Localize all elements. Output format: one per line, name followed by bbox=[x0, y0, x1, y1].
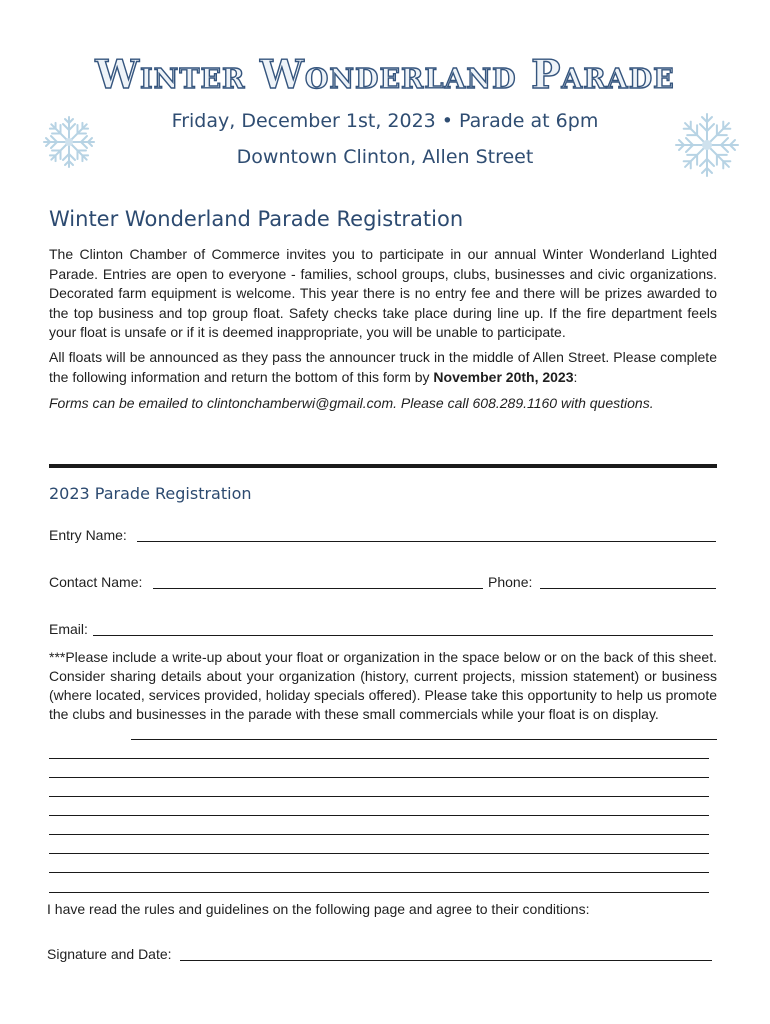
writeup-line[interactable] bbox=[49, 758, 709, 759]
contact-name-field[interactable] bbox=[153, 588, 483, 589]
agreement-text: I have read the rules and guidelines on the following page and agree to their conditions: bbox=[47, 901, 590, 917]
writeup-line[interactable] bbox=[49, 777, 709, 778]
contact-name-label: Contact Name: bbox=[49, 574, 143, 590]
event-location-line: Downtown Clinton, Allen Street bbox=[236, 146, 534, 168]
writeup-line[interactable] bbox=[49, 796, 709, 797]
entry-name-field[interactable] bbox=[137, 541, 716, 542]
phone-label: Phone: bbox=[488, 574, 533, 590]
writeup-line[interactable] bbox=[49, 834, 709, 835]
signature-label: Signature and Date: bbox=[47, 946, 172, 962]
writeup-line[interactable] bbox=[49, 853, 709, 854]
writeup-line[interactable] bbox=[49, 892, 709, 893]
page-title: Winter Wonderland Parade bbox=[95, 52, 675, 98]
signature-field[interactable] bbox=[180, 960, 712, 961]
deadline-paragraph bbox=[49, 348, 717, 387]
writeup-instructions: ***Please include a write-up about your float or organization in the space below or on the back of this sheet. Consider sharing details about your organization (history, current projects, mission statement) or business (where located, services provided, holiday specials offered). Please take this opportunity to help us promote the clubs and businesses in the parade with these small commercials while your float is on display. bbox=[49, 649, 717, 722]
form-heading: 2023 Parade Registration bbox=[49, 484, 252, 503]
deadline-colon: : bbox=[573, 368, 578, 385]
intro-paragraph: The Clinton Chamber of Commerce invites you to participate in our annual Winter Wonderland Lighted Parade. Entries are open to everyone - families, school groups, clubs, businesses and civic organizations. Decorated farm equipment is welcome. This year there is no entry fee and there will be prizes awarded to the top business and top group float. Safety checks take place during line up. If the fire department feels your float is unsafe or if it is deemed inappropriate, you will be unable to participate. bbox=[49, 246, 717, 340]
email-label: Email: bbox=[49, 621, 88, 637]
snowflake-icon bbox=[672, 110, 742, 180]
registration-heading: Winter Wonderland Parade Registration bbox=[49, 207, 464, 231]
section-divider bbox=[49, 464, 717, 468]
writeup-line[interactable] bbox=[131, 739, 717, 740]
email-field[interactable] bbox=[93, 635, 713, 636]
writeup-line[interactable] bbox=[49, 872, 709, 873]
entry-name-label: Entry Name: bbox=[49, 527, 127, 543]
email-note: Forms can be emailed to clintonchamberwi@gmail.com. Please call 608.289.1160 with questions. bbox=[49, 395, 654, 411]
phone-field[interactable] bbox=[540, 588, 716, 589]
snowflake-icon bbox=[40, 113, 98, 171]
deadline-date: November 20th, 2023 bbox=[433, 368, 574, 385]
writeup-line[interactable] bbox=[49, 815, 709, 816]
event-date-line: Friday, December 1st, 2023 • Parade at 6pm bbox=[171, 110, 599, 132]
deadline-text: All floats will be announced as they pass the announcer truck in the middle of Allen Street. Please complete the following information and return the bottom of this form by bbox=[49, 349, 717, 385]
